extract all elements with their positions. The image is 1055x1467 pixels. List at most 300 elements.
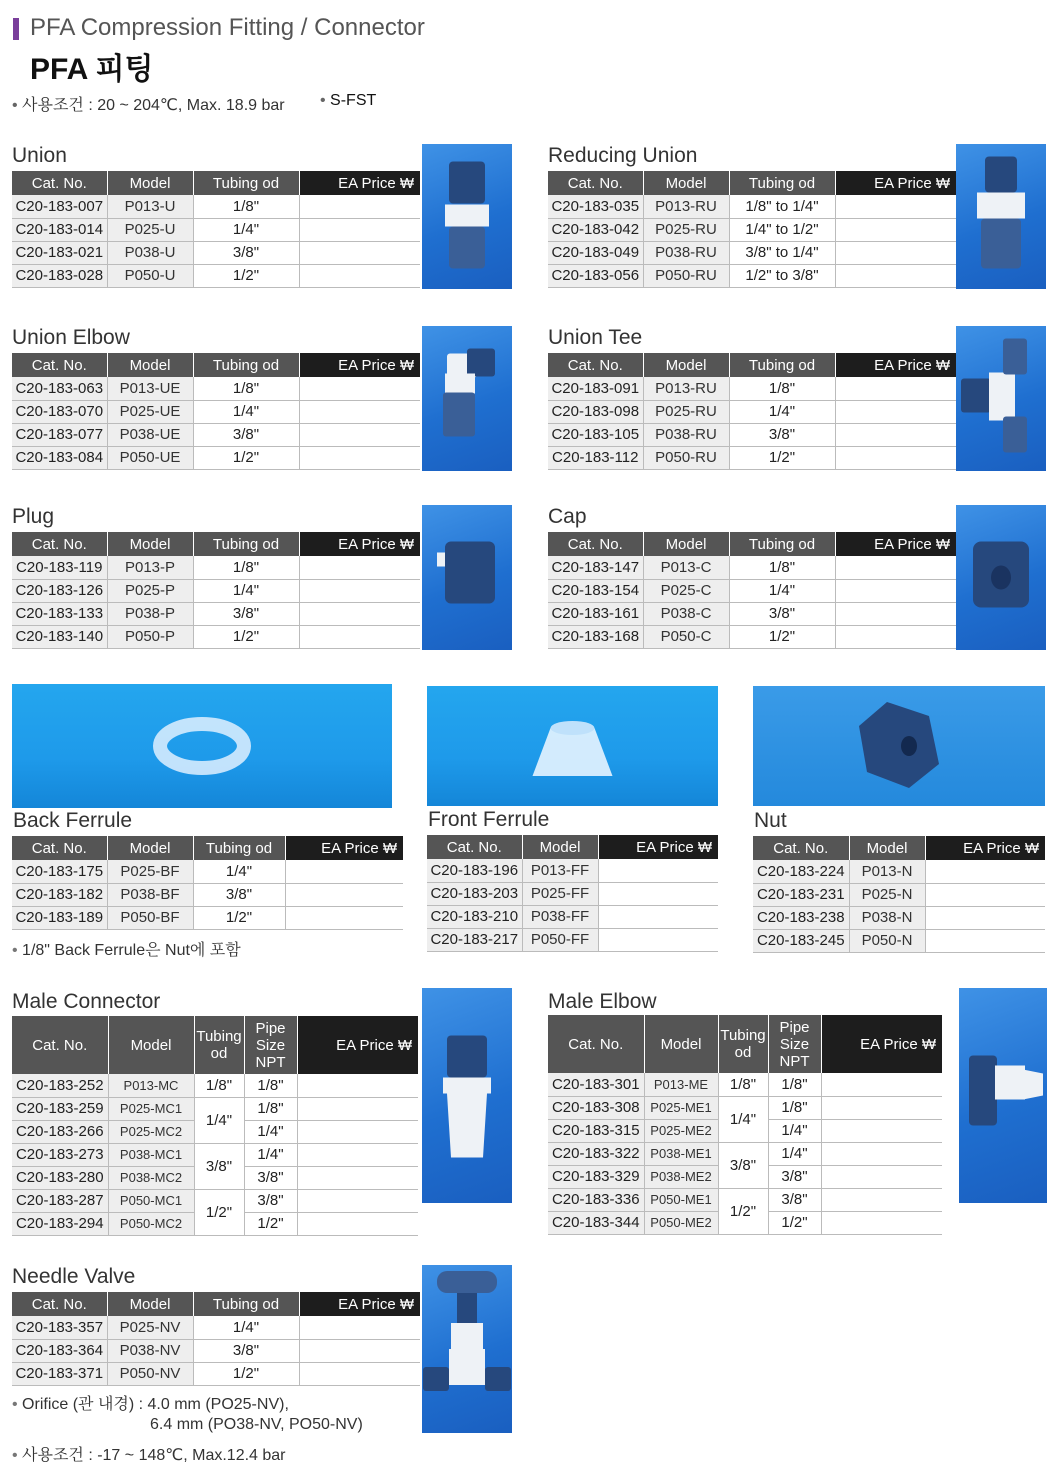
pipe-npt: 3/8"	[244, 1189, 297, 1212]
model: P050-RU	[643, 264, 729, 287]
table-row[interactable]	[427, 905, 718, 928]
product-code	[320, 92, 376, 110]
ea-price	[835, 377, 956, 400]
pipe-npt: 1/4"	[768, 1119, 821, 1142]
cat-no: C20-183-133	[12, 602, 107, 625]
table-row[interactable]	[12, 377, 420, 400]
ea-price	[299, 625, 420, 648]
usage-condition	[12, 92, 285, 115]
table-header	[12, 532, 420, 556]
header-price: EA Price ₩	[598, 835, 718, 859]
tubing-od: 1/2"	[729, 625, 835, 648]
ea-price	[821, 1096, 942, 1119]
header-tubing-b: od	[210, 1045, 228, 1062]
fitting-illustration	[12, 684, 392, 808]
table-row[interactable]	[12, 400, 420, 423]
model: P050-UE	[107, 446, 193, 469]
tubing-od: 1/4"	[194, 1097, 244, 1143]
tubing-od: 1/4"	[193, 860, 285, 883]
bullet-icon: •	[12, 97, 23, 114]
table-row[interactable]	[12, 556, 420, 579]
cat-no: C20-183-287	[12, 1189, 108, 1212]
table-row[interactable]	[548, 625, 956, 648]
tubing-od: 1/2" to 3/8"	[729, 264, 835, 287]
tubing-od: 3/8"	[193, 602, 299, 625]
fitting-illustration	[422, 505, 512, 650]
pipe-npt: 1/8"	[768, 1096, 821, 1119]
ea-price	[821, 1211, 942, 1234]
model: P025-MC1	[108, 1097, 194, 1120]
table-header	[12, 171, 420, 195]
model: P025-P	[107, 579, 193, 602]
header-cat: Cat. No.	[12, 836, 107, 860]
table-row[interactable]	[548, 241, 956, 264]
table-row[interactable]	[12, 1339, 420, 1362]
header-tubing	[194, 1016, 244, 1074]
table-row[interactable]	[548, 556, 956, 579]
tubing-od: 3/8"	[729, 423, 835, 446]
model: P050-MC1	[108, 1189, 194, 1212]
model: P038-C	[643, 602, 729, 625]
model: P025-FF	[522, 882, 598, 905]
header-cat: Cat. No.	[12, 1016, 108, 1074]
cat-no: C20-183-084	[12, 446, 107, 469]
ea-price	[821, 1142, 942, 1165]
product-photo	[422, 144, 512, 289]
section-title: Front Ferrule	[428, 808, 550, 831]
ea-price	[835, 556, 956, 579]
tubing-od: 1/8"	[729, 556, 835, 579]
table-header	[548, 532, 956, 556]
product-table	[548, 532, 956, 649]
header-cat: Cat. No.	[548, 532, 643, 556]
table-row[interactable]	[12, 1189, 418, 1212]
tubing-od: 1/8"	[718, 1073, 768, 1096]
table-row[interactable]	[12, 602, 420, 625]
ea-price	[299, 579, 420, 602]
header-pipe-c: NPT	[779, 1052, 810, 1070]
tubing-od: 3/8"	[193, 1339, 299, 1362]
ea-price	[925, 883, 1045, 906]
model: P025-BF	[107, 860, 193, 883]
model: P013-ME	[644, 1073, 718, 1096]
header-pipe-b: Size	[255, 1036, 286, 1054]
table-row[interactable]	[12, 446, 420, 469]
model: P038-BF	[107, 883, 193, 906]
cat-no: C20-183-175	[12, 860, 107, 883]
product-table	[12, 532, 420, 649]
model: P025-RU	[643, 400, 729, 423]
model: P025-ME1	[644, 1096, 718, 1119]
ea-price	[835, 218, 956, 241]
cat-no: C20-183-315	[548, 1119, 644, 1142]
header-model: Model	[643, 353, 729, 377]
model: P050-ME2	[644, 1211, 718, 1234]
ea-price	[299, 241, 420, 264]
table-row[interactable]	[12, 218, 420, 241]
ea-price	[821, 1073, 942, 1096]
page-title-en: PFA Compression Fitting / Connector	[30, 14, 425, 41]
table-header	[12, 1016, 418, 1074]
section-title: Union Tee	[548, 326, 643, 349]
cat-no: C20-183-105	[548, 423, 643, 446]
cat-no: C20-183-014	[12, 218, 107, 241]
header-tubing: Tubing od	[193, 532, 299, 556]
table-row[interactable]	[548, 195, 956, 218]
cat-no: C20-183-203	[427, 882, 522, 905]
header-model: Model	[107, 836, 193, 860]
fitting-illustration	[422, 144, 512, 289]
section-title: Needle Valve	[12, 1265, 136, 1288]
usage-condition-text: 사용조건 : 20 ~ 204℃, Max. 18.9 bar	[22, 97, 285, 114]
note	[12, 1391, 289, 1414]
product-photo	[956, 144, 1046, 289]
cat-no: C20-183-266	[12, 1120, 108, 1143]
section-title: Union	[12, 144, 67, 167]
cat-no: C20-183-189	[12, 906, 107, 929]
table-header	[427, 835, 718, 859]
header-model: Model	[522, 835, 598, 859]
table-row[interactable]	[12, 860, 403, 883]
table-row[interactable]	[548, 400, 956, 423]
model: P025-NV	[107, 1316, 193, 1339]
table-row[interactable]	[12, 1097, 418, 1120]
cat-no: C20-183-322	[548, 1142, 644, 1165]
cat-no: C20-183-301	[548, 1073, 644, 1096]
table-row[interactable]	[12, 264, 420, 287]
header-price: EA Price ₩	[297, 1016, 418, 1074]
header-tubing: Tubing od	[729, 532, 835, 556]
ea-price	[835, 264, 956, 287]
model: P038-RU	[643, 423, 729, 446]
table-row[interactable]	[12, 241, 420, 264]
model: P025-RU	[643, 218, 729, 241]
table-row[interactable]	[548, 423, 956, 446]
ea-price	[297, 1166, 418, 1189]
product-photo	[753, 686, 1045, 806]
product-table	[12, 836, 403, 930]
section-title: Union Elbow	[12, 326, 130, 349]
model: P025-ME2	[644, 1119, 718, 1142]
ea-price	[297, 1120, 418, 1143]
fitting-illustration	[956, 505, 1046, 650]
product-table	[548, 353, 956, 470]
tubing-od: 1/2"	[193, 906, 285, 929]
product-code-text: S-FST	[330, 92, 377, 109]
header-price: EA Price ₩	[299, 353, 420, 377]
ea-price	[925, 860, 1045, 883]
model: P038-FF	[522, 905, 598, 928]
note	[150, 1416, 363, 1434]
ea-price	[299, 218, 420, 241]
table-row[interactable]	[12, 195, 420, 218]
header-tubing: Tubing od	[193, 353, 299, 377]
bullet-icon: •	[12, 942, 23, 959]
header-price: EA Price ₩	[835, 532, 956, 556]
cat-no: C20-183-231	[753, 883, 849, 906]
table-row[interactable]	[548, 377, 956, 400]
cat-no: C20-183-042	[548, 218, 643, 241]
table-row[interactable]	[548, 446, 956, 469]
ea-price	[285, 883, 403, 906]
header-pipe-b: Size	[779, 1035, 810, 1053]
cat-no: C20-183-098	[548, 400, 643, 423]
table-header	[548, 1015, 942, 1073]
ea-price	[285, 860, 403, 883]
table-row[interactable]	[753, 906, 1045, 929]
product-photo	[956, 505, 1046, 650]
header-tubing-a: Tubing	[196, 1028, 242, 1045]
note-text: 6.4 mm (PO38-NV, PO50-NV)	[150, 1416, 363, 1433]
section-title: Reducing Union	[548, 144, 698, 167]
fitting-illustration	[422, 326, 512, 471]
model: P025-U	[107, 218, 193, 241]
tubing-od: 1/8"	[194, 1074, 244, 1097]
cat-no: C20-183-196	[427, 859, 522, 882]
table-row[interactable]	[548, 1142, 942, 1165]
cat-no: C20-183-294	[12, 1212, 108, 1235]
fitting-illustration	[753, 686, 1045, 806]
header-model: Model	[107, 1292, 193, 1316]
model: P038-U	[107, 241, 193, 264]
ea-price	[297, 1143, 418, 1166]
model: P038-MC2	[108, 1166, 194, 1189]
product-photo	[956, 326, 1046, 471]
accent-bar	[13, 18, 19, 40]
header-cat: Cat. No.	[548, 171, 643, 195]
table-row[interactable]	[548, 579, 956, 602]
fitting-illustration	[956, 144, 1046, 289]
bullet-icon: •	[320, 92, 331, 109]
ea-price	[835, 195, 956, 218]
tubing-od: 1/8" to 1/4"	[729, 195, 835, 218]
model: P025-N	[849, 883, 925, 906]
model: P050-U	[107, 264, 193, 287]
pipe-npt: 1/8"	[244, 1097, 297, 1120]
header-model: Model	[644, 1015, 718, 1073]
table-row[interactable]	[12, 625, 420, 648]
pipe-npt: 1/4"	[768, 1142, 821, 1165]
model: P038-NV	[107, 1339, 193, 1362]
cat-no: C20-183-063	[12, 377, 107, 400]
tubing-od: 1/2"	[193, 1362, 299, 1385]
header-cat: Cat. No.	[12, 171, 107, 195]
cat-no: C20-183-280	[12, 1166, 108, 1189]
bullet-icon: •	[12, 1447, 23, 1464]
cat-no: C20-183-308	[548, 1096, 644, 1119]
model: P013-P	[107, 556, 193, 579]
ea-price	[299, 195, 420, 218]
bullet-icon: •	[12, 1396, 23, 1413]
cat-no: C20-183-154	[548, 579, 643, 602]
model: P050-RU	[643, 446, 729, 469]
cat-no: C20-183-028	[12, 264, 107, 287]
section-title: Plug	[12, 505, 55, 528]
model: P013-RU	[643, 377, 729, 400]
header-tubing: Tubing od	[729, 171, 835, 195]
ea-price	[835, 602, 956, 625]
product-photo	[959, 988, 1047, 1203]
table-row[interactable]	[12, 1143, 418, 1166]
table-row[interactable]	[753, 883, 1045, 906]
product-photo	[427, 686, 718, 806]
header-cat: Cat. No.	[548, 1015, 644, 1073]
cat-no: C20-183-245	[753, 929, 849, 952]
model: P038-ME1	[644, 1142, 718, 1165]
model: P038-RU	[643, 241, 729, 264]
header-tubing: Tubing od	[729, 353, 835, 377]
header-cat: Cat. No.	[12, 532, 107, 556]
cat-no: C20-183-161	[548, 602, 643, 625]
table-row[interactable]	[12, 1362, 420, 1385]
table-row[interactable]	[12, 423, 420, 446]
table-row[interactable]	[427, 928, 718, 951]
tubing-od: 1/8"	[193, 556, 299, 579]
header-cat: Cat. No.	[12, 353, 107, 377]
table-row[interactable]	[548, 218, 956, 241]
ea-price	[285, 906, 403, 929]
cat-no: C20-183-035	[548, 195, 643, 218]
note	[12, 1442, 286, 1465]
pipe-npt: 1/2"	[244, 1212, 297, 1235]
fitting-illustration	[959, 988, 1047, 1203]
model: P013-MC	[108, 1074, 194, 1097]
ea-price	[297, 1074, 418, 1097]
table-header	[12, 353, 420, 377]
cat-no: C20-183-371	[12, 1362, 107, 1385]
header-pipe	[768, 1015, 821, 1073]
header-tubing-b: od	[734, 1044, 752, 1061]
table-row[interactable]	[753, 929, 1045, 952]
table-row[interactable]	[548, 264, 956, 287]
table-row[interactable]	[427, 882, 718, 905]
pipe-npt: 3/8"	[244, 1166, 297, 1189]
header-cat: Cat. No.	[427, 835, 522, 859]
tubing-od: 1/4"	[193, 218, 299, 241]
table-row[interactable]	[427, 859, 718, 882]
note	[12, 937, 241, 960]
tubing-od: 1/4"	[729, 400, 835, 423]
model: P038-N	[849, 906, 925, 929]
ea-price	[299, 400, 420, 423]
tubing-od: 3/8"	[729, 602, 835, 625]
header-tubing: Tubing od	[193, 171, 299, 195]
tubing-od: 1/2"	[193, 446, 299, 469]
model: P013-C	[643, 556, 729, 579]
tubing-od: 1/4"	[729, 579, 835, 602]
table-row[interactable]	[12, 906, 403, 929]
fitting-illustration	[427, 686, 718, 806]
table-row[interactable]	[12, 1074, 418, 1097]
product-table	[548, 1015, 942, 1235]
tubing-od: 3/8"	[193, 423, 299, 446]
header-price: EA Price ₩	[821, 1015, 942, 1073]
cat-no: C20-183-049	[548, 241, 643, 264]
model: P013-U	[107, 195, 193, 218]
header-cat: Cat. No.	[548, 353, 643, 377]
header-price: EA Price ₩	[299, 171, 420, 195]
table-row[interactable]	[753, 860, 1045, 883]
ea-price	[835, 625, 956, 648]
ea-price	[299, 446, 420, 469]
header-model: Model	[107, 353, 193, 377]
tubing-od: 3/8"	[193, 883, 285, 906]
header-model: Model	[107, 532, 193, 556]
header-model: Model	[643, 532, 729, 556]
cat-no: C20-183-077	[12, 423, 107, 446]
cat-no: C20-183-182	[12, 883, 107, 906]
note-text: Orifice (관 내경) : 4.0 mm (PO25-NV),	[22, 1396, 289, 1413]
table-row[interactable]	[12, 579, 420, 602]
product-table	[12, 353, 420, 470]
table-row[interactable]	[12, 883, 403, 906]
tubing-od: 1/4"	[193, 1316, 299, 1339]
table-row[interactable]	[548, 602, 956, 625]
section-title: Nut	[754, 809, 787, 832]
product-photo	[422, 326, 512, 471]
tubing-od: 1/2"	[193, 264, 299, 287]
section-title: Back Ferrule	[13, 809, 133, 832]
header-price: EA Price ₩	[835, 353, 956, 377]
table-row[interactable]	[548, 1096, 942, 1119]
header-pipe-a: Pipe	[255, 1019, 286, 1037]
ea-price	[821, 1188, 942, 1211]
table-header	[12, 836, 403, 860]
header-model: Model	[108, 1016, 194, 1074]
fitting-illustration	[422, 988, 512, 1203]
header-tubing: Tubing od	[193, 836, 285, 860]
cat-no: C20-183-238	[753, 906, 849, 929]
model: P013-N	[849, 860, 925, 883]
header-model: Model	[643, 171, 729, 195]
tubing-od: 1/2"	[194, 1189, 244, 1235]
product-table	[12, 1016, 418, 1236]
cat-no: C20-183-224	[753, 860, 849, 883]
pipe-npt: 3/8"	[768, 1188, 821, 1211]
model: P050-N	[849, 929, 925, 952]
pipe-npt: 1/2"	[768, 1211, 821, 1234]
tubing-od: 1/8"	[193, 195, 299, 218]
table-row[interactable]	[548, 1188, 942, 1211]
model: P038-UE	[107, 423, 193, 446]
header-price: EA Price ₩	[835, 171, 956, 195]
tubing-od: 3/8"	[194, 1143, 244, 1189]
cat-no: C20-183-210	[427, 905, 522, 928]
section-title: Cap	[548, 505, 587, 528]
model: P050-BF	[107, 906, 193, 929]
cat-no: C20-183-140	[12, 625, 107, 648]
header-cat: Cat. No.	[753, 836, 849, 860]
table-header	[12, 1292, 420, 1316]
header-price: EA Price ₩	[299, 532, 420, 556]
model: P050-P	[107, 625, 193, 648]
pipe-npt: 1/8"	[768, 1073, 821, 1096]
header-model: Model	[849, 836, 925, 860]
note-text: 1/8" Back Ferrule은 Nut에 포함	[22, 942, 241, 959]
model: P050-C	[643, 625, 729, 648]
ea-price	[297, 1212, 418, 1235]
table-row[interactable]	[548, 1073, 942, 1096]
model: P025-C	[643, 579, 729, 602]
model: P038-P	[107, 602, 193, 625]
model: P025-UE	[107, 400, 193, 423]
cat-no: C20-183-070	[12, 400, 107, 423]
tubing-od: 1/4"	[718, 1096, 768, 1142]
model: P050-ME1	[644, 1188, 718, 1211]
pipe-npt: 1/4"	[244, 1120, 297, 1143]
table-row[interactable]	[12, 1316, 420, 1339]
ea-price	[821, 1165, 942, 1188]
